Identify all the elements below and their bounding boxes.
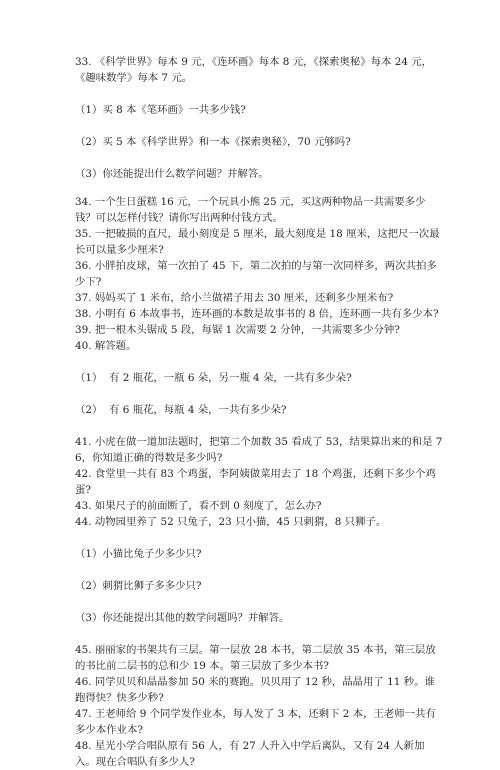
question-39: 39. 把一根木头锯成 5 段，每锯 1 次需要 2 分钟，一共需要多少分钟? <box>75 324 400 336</box>
question-45: 45. 丽丽家的书架共有三层。第一层放 28 本书，第二层放 35 本书，第三层放的书比前二层书的总和少 19 本。第三层放了多少本书? <box>75 644 436 672</box>
question-44-stem: 44. 动物园里养了 52 只兔子，23 只小猫，45 只刺猬，8 只狮子。 <box>75 516 387 528</box>
question-44-part-3: （3）你还能提出其他的数学问题吗？并解答。 <box>75 612 290 624</box>
question-35: 35. 一把破损的直尺，最小刻度是 5 厘米，最大刻度是 18 厘米，这把尺一次最长可以量多少厘米? <box>75 228 440 256</box>
question-33-part-3: （3）你还能提出什么数学问题？并解答。 <box>75 168 269 180</box>
question-38: 38. 小明有 6 本故事书，连环画的本数是故事书的 8 倍，连环画一共有多少本? <box>75 308 439 320</box>
question-34: 34. 一个生日蛋糕 16 元，一个玩具小熊 25 元，买这两种物品一共需要多少钱？可以怎样付钱？请你写出两种付钱方式。 <box>75 196 426 224</box>
question-36: 36. 小胖拍皮球，第一次拍了 45 下，第二次拍的与第一次同样多，两次共拍多少下? <box>75 260 437 288</box>
question-42: 42. 食堂里一共有 83 个鸡蛋，李阿姨做菜用去了 18 个鸡蛋，还剩下多少个鸡蛋? <box>75 468 436 496</box>
question-43: 43. 如果尺子的前面断了，看不到 0 刻度了，怎么办? <box>75 500 322 512</box>
question-33-part-1: （1）买 8 本《笔环画》一共多少钱? <box>75 104 246 116</box>
question-33-part-2: （2）买 5 本《科学世界》和一本《探索奥秘》，70 元够吗? <box>75 136 351 148</box>
question-44-part-2: （2）刺猬比狮子多多少只? <box>75 580 202 592</box>
question-37: 37. 妈妈买了 1 米布，给小兰做裙子用去 30 厘米，还剩多少厘米布? <box>75 292 394 304</box>
question-44-part-1: （1）小猫比兔子少多少只? <box>75 548 202 560</box>
question-33-stem: 33. 《科学世界》每本 9 元，《连环画》每本 8 元，《探索奥秘》每本 24 元，《趣味数学》每本 7 元。 <box>75 56 433 84</box>
question-41: 41. 小虎在做一道加法题时，把第二个加数 35 看成了 53，结果算出来的和是 76，你知道正确的得数是多少吗? <box>75 436 443 464</box>
question-40-part-2: （2） 有 6 瓶花，每瓶 4 朵，一共有多少朵? <box>75 404 287 416</box>
question-46: 46. 同学贝贝和晶晶参加 50 米的赛跑。贝贝用了 12 秒，晶晶用了 11 秒。谁跑得快？快多少秒? <box>75 676 435 704</box>
question-40-stem: 40. 解答题。 <box>75 340 137 352</box>
question-48: 48. 星光小学合唱队原有 56 人，有 27 人升入中学后离队，又有 24 人新加入。现在合唱队有多少人? <box>75 740 425 768</box>
question-47: 47. 王老师给 9 个同学发作业本，每人发了 3 本，还剩下 2 本，王老师一共有多少本作业本? <box>75 708 436 736</box>
question-40-part-1: （1） 有 2 瓶花，一瓶 6 朵，另一瓶 4 朵，一共有多少朵? <box>75 372 352 384</box>
